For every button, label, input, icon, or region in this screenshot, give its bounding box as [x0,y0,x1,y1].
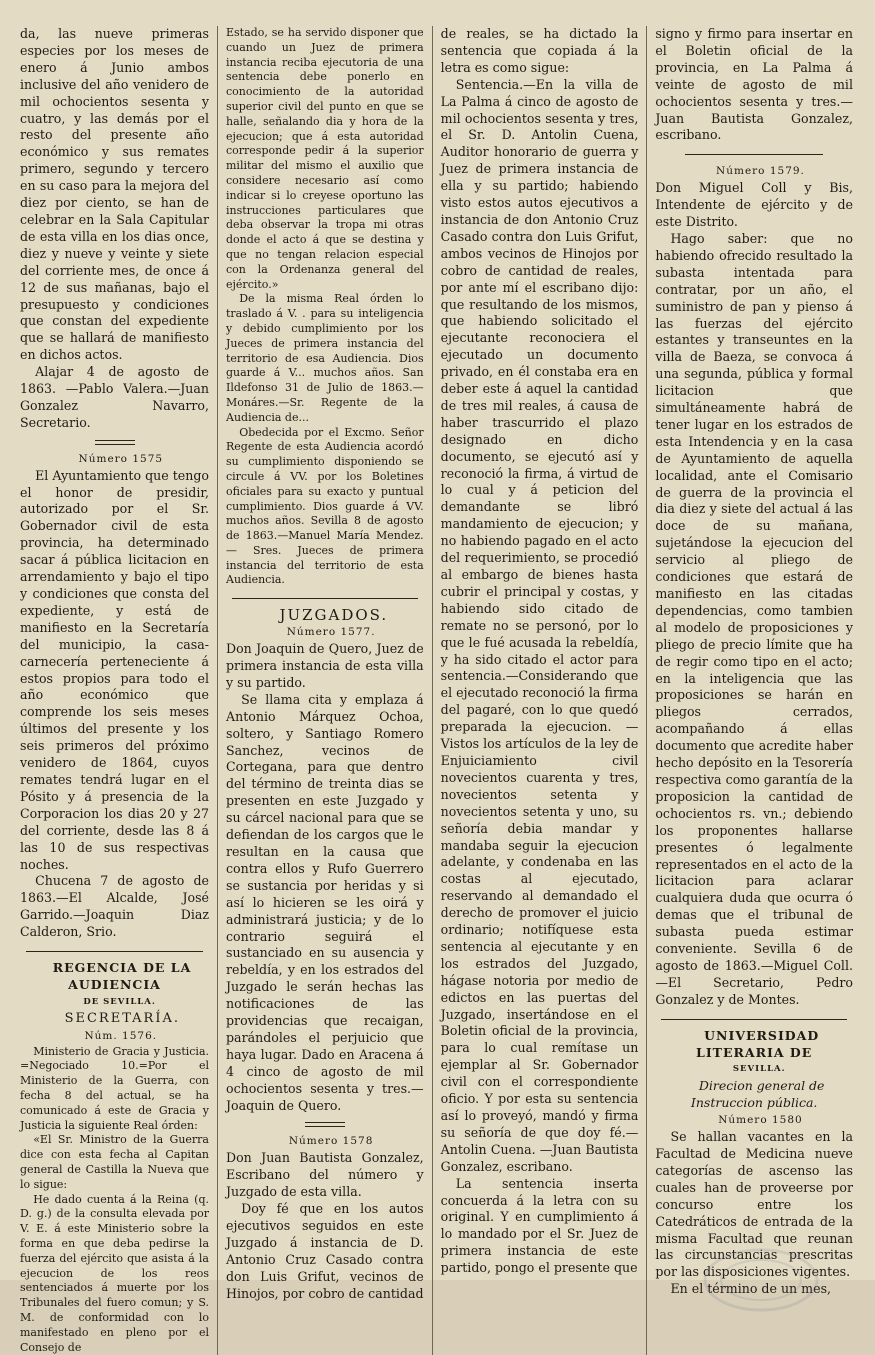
paragraph-continued: da, las nueve primeras especies por los meses de enero á Junio ambos inclusive del año venidero de mil ochocientos sesenta y cuatro, y las demás por el resto del presente año económico y sus remates primero, segundo y tercero en su caso para la mejora del diez por ciento, se han de celebrar en la Sala Capitular de esta villa en los dias once, diez y nueve y veinte y siete del corriente mes, de once á 12 de sus mañanas, bajo el presupuesto y condiciones que constan del expediente que se hallará de manifiesto en dichos actos. [20,26,209,363]
paragraph-signo-firmo: signo y firmo para insertar en el Boletin oficial de la provincia, en La Palma á veinte de agosto de mil ochocientos sesenta y tres.—Juan Bautista Gonzalez, escribano. [655,26,853,143]
paragraph-cita-emplaza: Se llama cita y emplaza á Antonio Márquez Ochoa, soltero, y Santiago Romero Sanchez, vecinos de Cortegana, para que dentro del término de treinta dias se presenten en este Juzgado y su cárcel nacional para que se defiendan de los cargos que le resultan en la causa que contra ellos y Rufo Guerrero se sustancia por heridas y si así lo hicieren se les oirá y administrará justicia; y de lo contrario seguirá el sustanciado en su ausencia y rebeldía, y en los estrados del Juzgado le serán hechas las notificaciones de las providencias que recaigan, parándoles el perjuicio que haya lugar. Dado en Aracena á 4 cinco de agosto de mil ochocientos sesenta y tres.—Joaquin de Quero. [226,691,424,1113]
paragraph-cuenta-reina: He dado cuenta á la Reina (q. D. g.) de la consulta elevada por V. E. á este Ministerio sobre la forma en que deba pedirse la fuerza del ejército que asista á la ejecucion de los reos sentenciados á muerte por los Tribunales del fuero comun; y S. M. de conformidad con lo manifestado en pleno por el Consejo de [20,1192,209,1354]
notice-number-1580: Número 1580 [718,1114,803,1127]
small-print-block [226,26,424,588]
paragraph-ayuntamiento: El Ayuntamiento que tengo el honor de presidir, autorizado por el Sr. Gobernador civil de esta provincia, ha determinado sacar á pública licitacion en arrendamiento y bajo el tipo y condiciones que consta del expediente, y está de manifiesto en la Secretaría del municipio, la casa-carnecería perteneciente á estos propios para todo el año económico que comprende los seis meses últimos del presente y los seis primeros del próximo venidero de 1864, cuyos remates tendrá lugar en el Pósito y á presencia de la Corporacion los dias 20 y 27 del corriente, desde las 8 á las 10 de sus respectivas noches. [20,467,209,872]
column-4 [646,26,861,1355]
paragraph-intendente: Don Miguel Coll y Bis, Intendente de ejército y de este Distrito. [655,180,853,230]
small-print-block [20,1045,209,1355]
signature-chucena: Chucena 7 de agosto de 1863.—El Alcalde, José Garrido.—Joaquin Diaz Calderon, Srio. [20,873,209,940]
library-watermark-icon [701,1245,821,1315]
paragraph-escribano: Don Juan Bautista Gonzalez, Escribano del número y Juzgado de esta villa. [226,1150,424,1200]
paragraph-doy-fe: Doy fé que en los autos ejecutivos seguidos en este Juzgado á instancia de D. Antonio Cruz Casado contra don Luis Grifut, vecinos de Hinojos, por cobro de cantidad [226,1201,424,1301]
notice-number-1578: Número 1578 [288,1135,374,1148]
notice-number-1577: Número 1577. [286,626,376,639]
paragraph-de-reales: de reales, se ha dictado la sentencia que copiada á la letra es como sigue: [440,26,639,75]
section-divider [232,598,418,599]
section-divider [685,154,823,155]
signature-alajar: Alajar 4 de agosto de 1863. —Pablo Valera.—Juan Gonzalez Navarro, Secretario. [20,364,209,430]
paragraph-concuerda: La sentencia inserta concuerda á la letra con su original. Y en cumplimiento á lo mandado por el Sr. Juez de primera instancia de este partido, pongo el presente que [440,1175,639,1276]
paragraph-termino: En el término de un mes, [670,1281,832,1297]
paragraph-obedecida: Obedecida por el Excmo. Señor Regente de esta Audiencia acordó su cumplimiento disponiendo se circule á VV. por los Boletines oficiales para su exacto y puntual cumplimiento. Dios guarde á VV. muchos años. Sevilla 8 de agosto de 1863.—Manuel María Mendez.— Sres. Jueces de primera instancia del territorio de esta Audiencia. [226,425,424,587]
notice-number-1579: Número 1579. [716,165,805,178]
divider [305,1122,345,1127]
section-heading-regencia: REGENCIA DE LA AUDIENCIA [52,960,192,992]
notice-number-1575: Número 1575 [78,452,164,465]
section-heading-secretaria: SECRETARÍA. [64,1010,180,1026]
column-2 [217,26,432,1355]
section-divider [661,1019,847,1020]
paragraph-sentencia: Sentencia.—En la villa de La Palma á cinco de agosto de mil ochocientos sesenta y tres, el Sr. D. Antolin Cuena, Auditor honorario de guerra y Juez de primera instancia de ella y su partido; habiendo visto estos autos ejecutivos a instancia de don Antonio Cruz Casado contra don Luis Grifut, ambos vecinos de Hinojos por cobro de cantidad de reales, por ante mí el escribano dijo: que resultando de los mismos, que habiendo solicitado el ejecutante reconociera el ejecutado un documento privado, en él constaba era en deber este á aquel la cantidad de tres mil reales, á causa de haber trascurrido el plazo designado en dicho documento, se ejecutó así y reconoció la firma, á virtud de lo cual y á peticion del demandante se libró mandamiento de ejecucion; y no habiendo pagado en el acto del requerimiento, se procedió al embargo de bienes hasta cubrir el principal y costas, y habiendo sido citado de remate no se personó, por lo que le fué acusada la rebeldía, y ha sido citado el actor para sentencia.—Considerando que el ejecutado reconoció la firma del pagaré, con lo que quedó preparada la ejecucion. —Vistos los artículos de la ley de Enjuiciamiento civil novecientos cuarenta y tres, novecientos setenta y novecientos setenta y uno, su señoría debia mandar y mandaba seguir la ejecucion adelante, y condenaba en las costas al ejecutado, reservando al demandado el derecho de promover el juicio ordinario; notifíquese esta sentencia al ejecutante y en los estrados del Juzgado, hágase notoria por medio de edictos en las puertas del Juzgado, insertándose en el Boletin oficial de la provincia, para lo cual remítase un ejemplar al Sr. Gobernador civil con el correspondiente oficio. Y por esta su sentencia así lo proveyó, mandó y firma su señoría de que doy fé.—Antolin Cuena. —Juan Bautista Gonzalez, escribano. [440,76,639,1174]
paragraph-estado: Estado, se ha servido disponer que cuando un Juez de primera instancia reciba ejecutoria de una sentencia debe ponerlo en conocimiento de la autoridad superior civil del punto en que se halle, señalando dia y hora de la ejecucion; que á esta autoridad corresponde pedir á la superior militar del mismo el auxilio que considere necesario así como indicar si lo creyese oportuno las instrucciones particulares que deba observar la tropa mi otras donde el acto á que se destina y que no tengan relacion especial con la Ordenanza general del ejército.» [226,26,424,291]
section-heading-universidad: UNIVERSIDAD LITERARIA DE [696,1027,820,1060]
divider [95,440,135,445]
paragraph-ministerio: Ministerio de Gracia y Justicia. =Negociado 10.=Por el Ministerio de la Guerra, con fecha 8 del actual, se ha comunicado á este de Gracia y Justicia la siguiente Real órden: [20,1044,209,1132]
section-heading-juzgados: JUZGADOS. [279,606,389,625]
notice-number-1576: Núm. 1576. [84,1029,158,1042]
column-3 [432,26,647,1355]
paragraph-real-orden: De la misma Real órden lo traslado á V. . para su inteligencia y debido cumplimiento por los Jueces de primera instancia del territorio de esa Audiencia. Dios guarde á V... muchos años. San Ildefonso 31 de Julio de 1863.—Monáres.—Sr. Regente de la Audiencia de... [226,292,424,424]
section-subheading-sevilla: DE SEVILLA. [83,996,156,1007]
section-subheading-sevilla: SEVILLA. [732,1064,786,1075]
section-divider [26,951,203,952]
paragraph-quote-ministro: «El Sr. Ministro de la Guerra dice con esta fecha al Capitan general de Castilla la Nueva que lo sigue: [20,1133,209,1191]
paragraph-vacantes: Se hallan vacantes en la Facultad de Medicina nueve categorías de ascenso las cuales han de proveerse por concurso entre los Catedráticos de entrada de la misma Facultad que reunan las circunstancias prescritas por las disposiciones vigentes. [655,1129,853,1280]
paragraph-juez-quero: Don Joaquin de Quero, Juez de primera instancia de esta villa y su partido. [226,641,424,690]
column-1 [12,26,217,1355]
section-heading-direccion: Direcion general de Instruccion pública. [690,1078,825,1111]
paragraph-hago-saber: Hago saber: que no habiendo ofrecido resultado la subasta intentada para contratar, por un año, el suministro de pan y pienso á las fuerzas del ejército estantes y transeuntes en la villa de Baeza, se convoca á una segunda, pública y formal licitacion que simultáneamente habrá de tener lugar en los estrados de esta Intendencia y en la casa de Ayuntamiento de aquella localidad, ante el Comisario de guerra de la provincia el dia diez y siete del actual á las doce de su mañana, sujetándose la ejecucion del servicio al pliego de condiciones que estará de manifiesto en las citadas dependencias, como tambien al modelo de proposiciones y pliego de precio límite que ha de regir como tipo en el acto; en la inteligencia que las proposiciones se harán en pliegos cerrados, acompañando á ellas documento que acredite haber hecho depósito en la Tesorería respectiva como garantía de la proposicion la cantidad de ochocientos rs. vn.; debiendo los proponentes hallarse presentes ó legalmente representados en el acto de la licitacion para aclarar cualquiera duda que ocurra ó demas que el tribunal de subasta pueda estimar conveniente. Sevilla 6 de agosto de 1863.—Miguel Coll.—El Secretario, Pedro Gonzalez y de Montes. [655,230,853,1007]
